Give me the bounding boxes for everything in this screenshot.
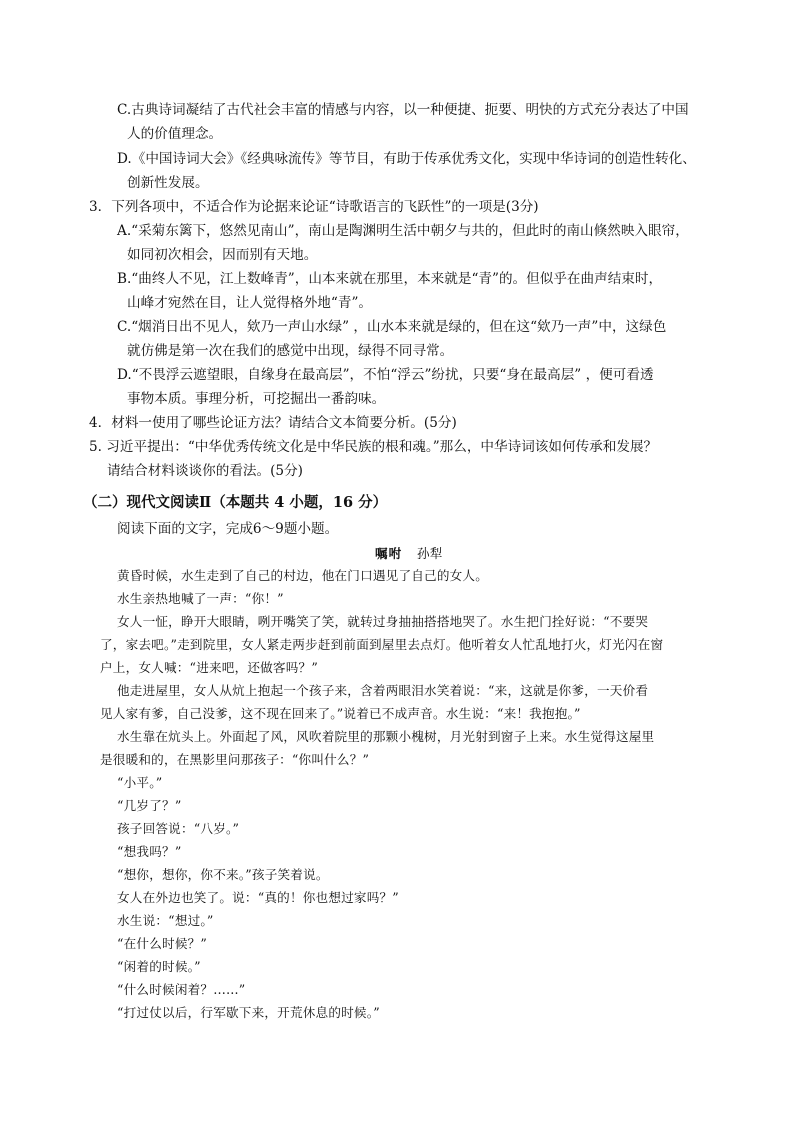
story-paragraph: 水生靠在炕头上。外面起了风，风吹着院里的那颗小槐树，月光射到窗子上来。水生觉得这屋里 bbox=[117, 729, 655, 744]
q3-option-b-line1: B.“曲终人不见，江上数峰青”，山本来就在那里，本来就是“青”的。但似乎在曲声结束时， bbox=[117, 271, 663, 287]
q2-option-d-line1: D.《中国诗词大会》《经典咏流传》等节目，有助于传承优秀文化，实现中华诗词的创造性转化、 bbox=[117, 151, 696, 167]
story-dialogue: “想我吗？” bbox=[117, 844, 182, 859]
q4-stem: 4．材料一使用了哪些论证方法？请结合文本简要分析。(5分) bbox=[89, 415, 457, 431]
story-paragraph: 女人一怔，睁开大眼睛，咧开嘴笑了笑，就转过身抽抽搭搭地哭了。水生把门拴好说：“不要哭 bbox=[117, 614, 649, 629]
story-paragraph: 他走进屋里，女人从炕上抱起一个孩子来，含着两眼泪水笑着说：“来，这就是你爹，一天价看 bbox=[117, 683, 649, 698]
story-paragraph: 了，家去吧。”走到院里，女人紧走两步赶到前面到屋里去点灯。他听着女人忙乱地打火，灯光闪在窗 bbox=[100, 637, 664, 652]
story-dialogue: 孩子回答说：“八岁。” bbox=[117, 821, 240, 836]
q2-option-c-line2: 人的价值理念。 bbox=[127, 126, 223, 142]
q3-option-b-line2: 山峰才宛然在目，让人觉得格外地“青”。 bbox=[127, 295, 372, 311]
story-dialogue: “打过仗以后，行军歇下来，开荒休息的时候。” bbox=[117, 1005, 380, 1020]
q5-line2: 请结合材料谈谈你的看法。(5分) bbox=[107, 463, 303, 479]
q2-option-d-line2: 创新性发展。 bbox=[127, 175, 209, 191]
q3-option-d-line2: 事物本质。事理分析，可挖掘出一番韵味。 bbox=[127, 391, 386, 407]
story-dialogue: 水生说：“想过。” bbox=[117, 913, 214, 928]
story-dialogue: “想你，想你，你不来。”孩子笑着说。 bbox=[117, 867, 329, 882]
q2-option-c-line1: C.古典诗词凝结了古代社会丰富的情感与内容，以一种便捷、扼要、明快的方式充分表达了中国 bbox=[117, 102, 689, 118]
story-paragraph: 黄昏时候，水生走到了自己的村边，他在门口遇见了自己的女人。 bbox=[117, 568, 489, 583]
story-paragraph: 水生亲热地喊了一声：“你！” bbox=[117, 591, 284, 606]
story-author: 孙犁 bbox=[417, 546, 443, 561]
q3-option-a-line2: 如同初次相会，因而别有天地。 bbox=[127, 247, 318, 263]
story-title: 嘱咐 bbox=[375, 546, 403, 561]
story-dialogue: 女人在外边也笑了。说：“真的！你也想过家吗？” bbox=[117, 890, 399, 905]
story-paragraph: 是很暖和的，在黑影里问那孩子：“你叫什么？” bbox=[100, 752, 370, 767]
story-dialogue: “闲着的时候。” bbox=[117, 959, 201, 974]
story-paragraph: 户上，女人喊：“进来吧，还做客吗？” bbox=[100, 660, 318, 675]
story-dialogue: “小平。” bbox=[117, 775, 163, 790]
q3-option-c-line2: 就仿佛是第一次在我们的感觉中出现，绿得不同寻常。 bbox=[127, 343, 454, 359]
section-heading: （二）现代文阅读Ⅱ（本题共 4 小题，16 分） bbox=[83, 494, 388, 511]
story-dialogue: “几岁了？” bbox=[117, 798, 182, 813]
section-instruction: 阅读下面的文字，完成6～9题小题。 bbox=[117, 521, 339, 537]
q3-option-c-line1: C.“烟消日出不见人，欸乃一声山水绿” ，山水本来就是绿的，但在这“欸乃一声”中，这绿色 bbox=[117, 319, 667, 335]
q3-stem: 3．下列各项中，不适合作为论据来论证“诗歌语言的飞跃性”的一项是(3分) bbox=[89, 199, 539, 215]
q5-line1: 5. 习近平提出：“中华优秀传统文化是中华民族的根和魂。”那么，中华诗词该如何传承和发展？ bbox=[89, 439, 658, 455]
story-dialogue: “在什么时候？” bbox=[117, 936, 208, 951]
q3-option-a-line1: A.“采菊东篱下，悠然见南山”，南山是陶渊明生活中朝夕与共的，但此时的南山倏然映入眼帘， bbox=[117, 223, 689, 239]
story-paragraph: 见人家有爹，自己没爹，这不现在回来了。”说着已不成声音。水生说：“来！我抱抱。” bbox=[100, 706, 581, 721]
q3-option-d-line1: D.“不畏浮云遮望眼，自缘身在最高层”，不怕“浮云”纷扰，只要“身在最高层” ，便可看透 bbox=[117, 367, 654, 383]
story-dialogue: “什么时候闲着？……” bbox=[117, 982, 246, 997]
